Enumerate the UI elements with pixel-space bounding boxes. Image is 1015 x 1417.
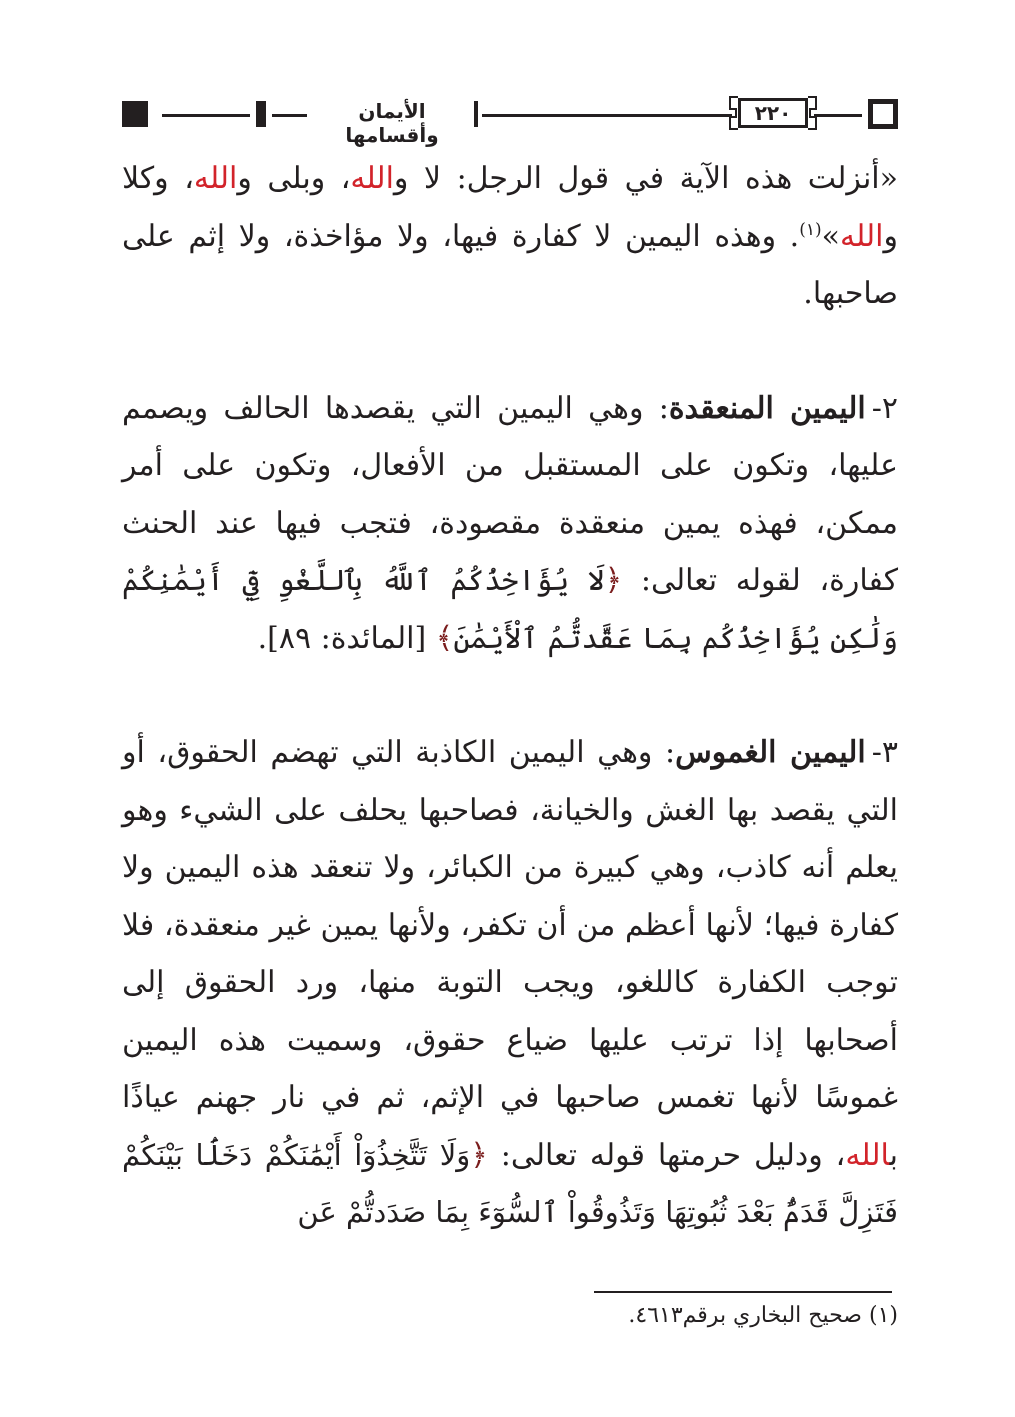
page-header <box>122 95 898 147</box>
ornament-icon <box>806 95 820 131</box>
header-rule <box>482 114 732 117</box>
footnote-ref: (١) <box>799 219 822 240</box>
header-rule <box>814 114 862 117</box>
term-heading: اليمين المنعقدة <box>668 390 866 426</box>
footnote-separator <box>594 1291 892 1293</box>
item-number: ٢- <box>871 390 898 426</box>
text: ، وكلا و <box>122 161 898 254</box>
header-bar <box>474 101 478 127</box>
text: : وهي اليمين التي يقصدها الحالف ويصمم عليها، وتكون على المستقبل من الأفعال، وتكون على أمر ممكن، فهذه يمين منعقدة مقصودة، فتجب فيها عند الحنث كفارة، لقوله تعالى: <box>122 390 898 598</box>
footnote-marker: (١) <box>868 1303 898 1328</box>
text: «أنزلت هذه الآية في قول الرجل: لا و <box>393 161 898 196</box>
quran-bracket: ﴿ <box>604 563 623 598</box>
divine-name: الله <box>193 161 238 196</box>
header-rule <box>272 114 307 117</box>
text: » <box>821 218 840 254</box>
quran-verse: وَلَا تَتَّخِذُوٓاْ أَيْمَٰنَكُمْ دَخَلَۢا بَيْنَكُمْ فَتَزِلَّ قَدَمٌۢ بَعْدَ ثُبُوتِهَا وَتَذُوقُواْ ٱلسُّوٓءَ بِمَا صَدَدتُّمْ عَن <box>122 1137 898 1229</box>
header-right-square <box>868 99 898 129</box>
divine-name: الله <box>350 161 394 196</box>
text: ، وبلى و <box>237 161 351 196</box>
quran-bracket: ﴾ <box>435 620 454 656</box>
footnote <box>500 1303 898 1328</box>
page-body <box>122 150 898 1242</box>
item-2 <box>122 380 898 668</box>
header-left-square <box>122 101 148 127</box>
footnote-text: صحيح البخاري برقم٤٦١٣. <box>628 1303 862 1328</box>
verse-reference: [المائدة: ٨٩]. <box>257 620 436 656</box>
chapter-title: الأيمان وأقسامها <box>345 99 439 147</box>
paragraph-hadith <box>122 150 898 323</box>
term-heading: اليمين الغموس <box>675 735 866 770</box>
header-rule <box>162 114 250 117</box>
page-number: ٢٢٠ <box>738 98 808 128</box>
item-3 <box>122 724 898 1242</box>
item-number: ٣- <box>871 735 898 770</box>
divine-name: الله <box>840 218 884 254</box>
header-bar <box>256 101 266 127</box>
quran-bracket: ﴿ <box>470 1137 488 1173</box>
text: ، ودليل حرمتها قوله تعالى: <box>487 1137 846 1173</box>
text: : وهي اليمين الكاذبة التي تهضم الحقوق، أو التي يقصد بها الغش والخيانة، فصاحبها يحلف على الشيء وهو يعلم أنه كاذب، وهي كبيرة من الكبائر، ولا تنعقد هذه اليمين ولا كفارة فيها؛ لأنها أعظم من أن تكفر، ولأنها يمين غير منعقدة، فلا توجب الكفارة كاللغو، ويجب التوبة منها، ورد الحقوق إلى أصحابها إذا ترتب عليها ضياع حقوق، وسميت هذه اليمين غموسًا لأنها تغمس صاحبها في الإثم، ثم في نار جهنم عياذًا ب <box>122 735 898 1173</box>
text: . وهذه اليمين لا كفارة فيها، ولا مؤاخذة، ولا إثم على صاحبها. <box>122 218 898 311</box>
quran-verse: لَا يُؤَاخِذُكُمُ ٱللَّهُ بِٱللَّغْوِ فِيٓ أَيْمَٰنِكُمْ وَلَٰكِن يُؤَاخِذُكُم بِمَا عَقَّدتُّمُ ٱلْأَيْمَٰنَ <box>122 563 898 655</box>
divine-name: الله <box>845 1137 890 1173</box>
